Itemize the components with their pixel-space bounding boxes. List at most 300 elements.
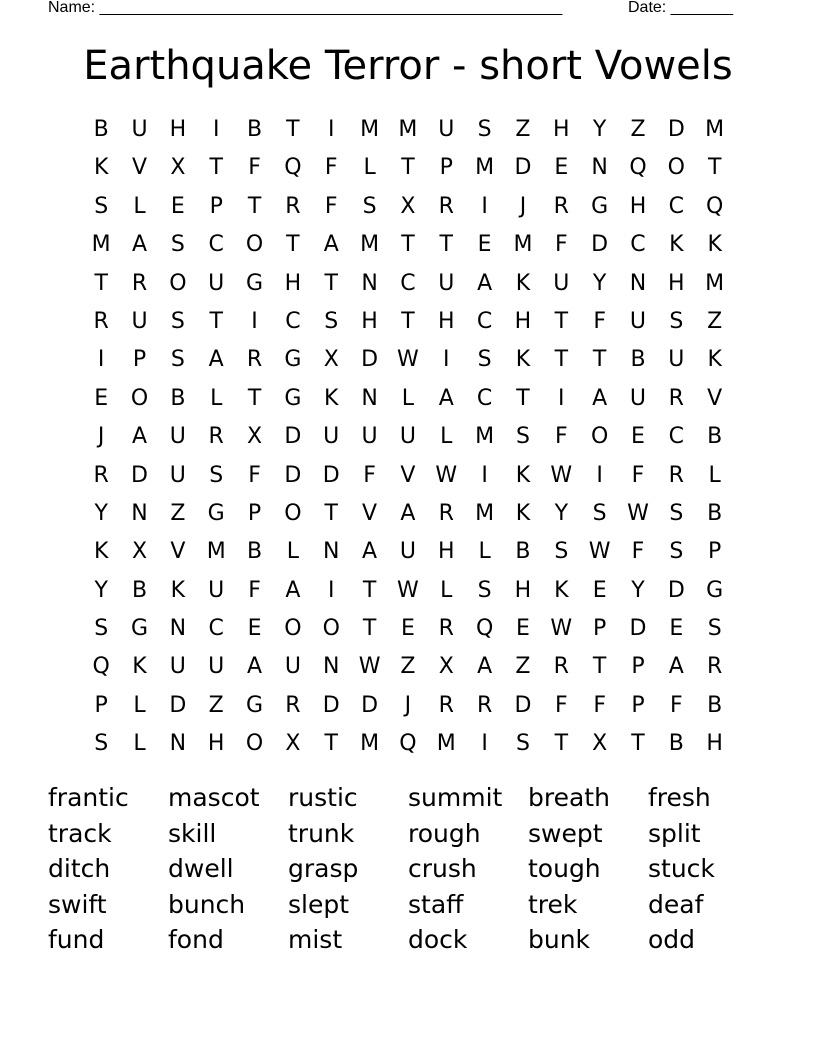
grid-letter: J bbox=[404, 692, 412, 718]
grid-letter: M bbox=[705, 270, 725, 296]
grid-letter: U bbox=[131, 308, 148, 334]
grid-letter: U bbox=[438, 117, 455, 142]
grid-letter: I bbox=[327, 117, 335, 142]
grid-letter: T bbox=[631, 731, 645, 757]
grid-letter: S bbox=[94, 731, 109, 757]
grid-letter: T bbox=[286, 232, 300, 258]
grid-letter: L bbox=[363, 155, 376, 181]
grid-letter: U bbox=[361, 424, 378, 450]
grid-letter: T bbox=[401, 232, 415, 258]
grid-letter: M bbox=[436, 731, 456, 757]
grid-letter: F bbox=[631, 462, 645, 488]
grid-letter: B bbox=[93, 117, 109, 142]
grid-letter: I bbox=[251, 308, 258, 334]
grid-letter: P bbox=[631, 692, 645, 718]
grid-letter: N bbox=[361, 270, 378, 296]
grid-letter: R bbox=[668, 462, 684, 488]
grid-letter: S bbox=[170, 347, 185, 373]
grid-letter: W bbox=[588, 539, 611, 565]
grid-letter: D bbox=[322, 462, 340, 488]
grid-letter: N bbox=[169, 731, 187, 757]
grid-letter: I bbox=[327, 577, 335, 603]
grid-letter: X bbox=[400, 193, 416, 219]
grid-letter: K bbox=[93, 539, 109, 565]
word-bank-item: bunch bbox=[168, 889, 246, 919]
word-bank-item: mascot bbox=[168, 783, 260, 812]
grid-letter: E bbox=[592, 577, 607, 603]
grid-letter: W bbox=[358, 654, 381, 680]
word-bank-item: ditch bbox=[48, 854, 111, 883]
grid-letter: L bbox=[440, 424, 453, 450]
grid-letter: L bbox=[133, 692, 146, 718]
grid-letter: N bbox=[629, 270, 647, 296]
grid-letter: T bbox=[247, 385, 262, 411]
grid-letter: H bbox=[437, 308, 455, 334]
grid-letter: T bbox=[324, 270, 338, 296]
grid-letter: V bbox=[131, 155, 148, 181]
word-bank bbox=[48, 780, 768, 958]
grid-letter: K bbox=[515, 500, 531, 526]
grid-row bbox=[82, 457, 734, 495]
grid-letter: S bbox=[477, 117, 492, 142]
word-bank-item: rough bbox=[408, 818, 481, 848]
grid-letter: R bbox=[438, 193, 454, 219]
grid-letter: B bbox=[170, 385, 186, 411]
grid-row bbox=[82, 380, 734, 418]
grid-row bbox=[82, 687, 734, 725]
grid-letter: G bbox=[591, 193, 609, 219]
grid-letter: E bbox=[516, 616, 530, 642]
grid-letter: G bbox=[284, 347, 302, 373]
grid-letter: I bbox=[481, 193, 488, 219]
grid-letter: R bbox=[553, 193, 569, 219]
grid-letter: E bbox=[170, 193, 185, 219]
grid-letter: S bbox=[94, 616, 109, 642]
word-bank-item: fund bbox=[48, 925, 105, 954]
grid-letter: Q bbox=[475, 616, 494, 642]
grid-letter: X bbox=[438, 654, 454, 680]
word-bank-item: dock bbox=[408, 925, 468, 954]
word-bank-item: trunk bbox=[288, 818, 355, 848]
grid-letter: G bbox=[130, 616, 149, 642]
grid-letter: K bbox=[93, 155, 109, 181]
grid-letter: U bbox=[208, 577, 225, 603]
grid-letter: S bbox=[707, 616, 722, 642]
grid-letter: X bbox=[592, 731, 608, 757]
grid-letter: Z bbox=[515, 117, 531, 142]
grid-letter: P bbox=[439, 155, 453, 181]
name-field-label: Name: ____________________________________________________ bbox=[48, 0, 563, 16]
grid-letter: B bbox=[630, 347, 646, 373]
grid-letter: F bbox=[363, 462, 376, 488]
grid-letter: P bbox=[209, 193, 223, 219]
grid-letter: Q bbox=[629, 155, 647, 181]
grid-letter: M bbox=[475, 500, 495, 526]
grid-letter: S bbox=[669, 500, 684, 526]
grid-letter: U bbox=[629, 385, 647, 411]
grid-letter: I bbox=[481, 731, 488, 757]
grid-letter: Z bbox=[515, 654, 531, 680]
grid-letter: R bbox=[285, 193, 301, 219]
grid-letter: S bbox=[515, 731, 530, 757]
grid-letter: W bbox=[550, 616, 573, 642]
grid-letter: L bbox=[133, 731, 146, 757]
grid-letter: M bbox=[91, 232, 111, 258]
grid-letter: T bbox=[592, 347, 607, 373]
grid-letter: T bbox=[554, 731, 569, 757]
grid-letter: N bbox=[323, 654, 340, 680]
grid-letter: R bbox=[246, 347, 263, 373]
grid-letter: H bbox=[284, 270, 302, 296]
grid-letter: N bbox=[169, 616, 187, 642]
grid-letter: O bbox=[667, 155, 685, 181]
grid-letter: H bbox=[514, 308, 532, 334]
grid-letter: U bbox=[323, 424, 340, 450]
grid-letter: I bbox=[596, 462, 603, 488]
word-bank-item: split bbox=[648, 818, 701, 848]
grid-letter: A bbox=[362, 539, 378, 565]
letter-grid bbox=[82, 111, 734, 764]
grid-letter: T bbox=[439, 232, 453, 258]
word-bank-item: crush bbox=[408, 854, 477, 883]
grid-letter: F bbox=[631, 539, 645, 565]
grid-letter: D bbox=[629, 616, 647, 642]
grid-letter: E bbox=[631, 424, 645, 450]
grid-letter: H bbox=[437, 539, 455, 565]
grid-letter: I bbox=[558, 385, 565, 411]
grid-letter: O bbox=[322, 616, 340, 642]
grid-letter: L bbox=[286, 539, 300, 565]
grid-letter: O bbox=[590, 424, 609, 450]
grid-letter: P bbox=[593, 616, 607, 642]
grid-letter: N bbox=[323, 539, 340, 565]
grid-letter: D bbox=[131, 462, 148, 488]
grid-letter: Q bbox=[399, 731, 417, 757]
grid-letter: D bbox=[361, 692, 379, 718]
grid-letter: P bbox=[132, 347, 147, 373]
grid-row bbox=[82, 188, 734, 226]
word-bank-item: deaf bbox=[648, 889, 704, 919]
grid-letter: I bbox=[443, 347, 450, 373]
grid-letter: S bbox=[669, 308, 684, 334]
grid-letter: H bbox=[668, 270, 685, 296]
grid-letter: P bbox=[94, 692, 108, 718]
grid-letter: J bbox=[519, 193, 527, 219]
grid-letter: S bbox=[477, 577, 492, 603]
grid-letter: E bbox=[400, 616, 415, 642]
grid-letter: U bbox=[399, 424, 416, 450]
grid-letter: Y bbox=[592, 270, 607, 296]
grid-letter: R bbox=[438, 500, 454, 526]
grid-row bbox=[82, 226, 734, 264]
grid-letter: G bbox=[207, 500, 225, 526]
grid-letter: T bbox=[286, 117, 300, 142]
grid-letter: J bbox=[97, 424, 105, 450]
grid-letter: S bbox=[324, 308, 339, 334]
grid-letter: L bbox=[210, 385, 223, 411]
grid-letter: D bbox=[361, 347, 379, 373]
grid-letter: U bbox=[553, 270, 570, 296]
word-bank-item: bunk bbox=[528, 925, 591, 954]
word-bank-item: breath bbox=[528, 783, 610, 812]
grid-letter: E bbox=[247, 616, 262, 642]
grid-letter: C bbox=[208, 232, 224, 258]
grid-letter: G bbox=[246, 692, 264, 718]
grid-letter: F bbox=[554, 424, 568, 450]
grid-letter: C bbox=[668, 424, 685, 450]
grid-letter: S bbox=[554, 539, 569, 565]
grid-letter: F bbox=[324, 155, 338, 181]
grid-letter: M bbox=[475, 155, 495, 181]
date-field-label: Date: _______ bbox=[628, 0, 733, 16]
grid-letter: G bbox=[706, 577, 724, 603]
grid-letter: U bbox=[208, 654, 225, 680]
grid-letter: V bbox=[707, 385, 723, 411]
grid-letter: V bbox=[362, 500, 378, 526]
grid-row bbox=[82, 303, 734, 341]
grid-letter: D bbox=[514, 155, 532, 181]
grid-letter: R bbox=[93, 308, 109, 334]
grid-letter: A bbox=[131, 424, 148, 450]
grid-letter: Z bbox=[400, 654, 416, 680]
grid-letter: S bbox=[170, 308, 185, 334]
grid-letter: K bbox=[132, 654, 147, 680]
grid-letter: C bbox=[476, 308, 493, 334]
grid-letter: A bbox=[477, 654, 493, 680]
grid-letter: D bbox=[322, 692, 340, 718]
grid-row bbox=[82, 149, 734, 187]
grid-letter: K bbox=[707, 232, 722, 258]
grid-letter: X bbox=[247, 424, 263, 450]
grid-letter: U bbox=[169, 462, 186, 488]
grid-letter: D bbox=[667, 117, 685, 142]
grid-letter: E bbox=[669, 616, 684, 642]
grid-letter: O bbox=[284, 500, 302, 526]
grid-letter: K bbox=[515, 270, 531, 296]
grid-letter: M bbox=[360, 731, 380, 757]
grid-letter: F bbox=[248, 577, 261, 603]
grid-letter: R bbox=[438, 616, 454, 642]
grid-letter: Z bbox=[208, 692, 224, 718]
grid-letter: N bbox=[591, 155, 608, 181]
grid-letter: F bbox=[248, 462, 261, 488]
grid-letter: H bbox=[706, 731, 723, 757]
grid-letter: D bbox=[284, 424, 302, 450]
grid-letter: A bbox=[131, 232, 148, 258]
grid-letter: H bbox=[361, 308, 378, 334]
word-bank-item: summit bbox=[408, 783, 503, 812]
grid-letter: C bbox=[476, 385, 493, 411]
grid-letter: S bbox=[669, 539, 684, 565]
grid-letter: M bbox=[475, 424, 495, 450]
grid-letter: S bbox=[170, 232, 185, 258]
grid-letter: B bbox=[707, 692, 723, 718]
grid-letter: M bbox=[360, 232, 380, 258]
grid-letter: I bbox=[481, 462, 488, 488]
grid-letter: H bbox=[514, 577, 532, 603]
grid-row bbox=[82, 725, 734, 763]
grid-letter: A bbox=[592, 385, 608, 411]
grid-letter: S bbox=[477, 347, 492, 373]
grid-letter: M bbox=[398, 117, 418, 142]
word-bank-item: rustic bbox=[288, 783, 358, 812]
word-bank-item: trek bbox=[528, 889, 578, 919]
grid-letter: U bbox=[438, 270, 455, 296]
grid-row bbox=[82, 648, 734, 686]
grid-row bbox=[82, 572, 734, 610]
grid-letter: O bbox=[245, 232, 264, 258]
grid-letter: T bbox=[401, 308, 415, 334]
grid-letter: Q bbox=[284, 155, 302, 181]
grid-letter: T bbox=[362, 577, 377, 603]
grid-letter: A bbox=[323, 232, 339, 258]
grid-row bbox=[82, 495, 734, 533]
grid-letter: C bbox=[630, 232, 646, 258]
grid-letter: C bbox=[285, 308, 301, 334]
grid-letter: K bbox=[515, 462, 531, 488]
grid-letter: Y bbox=[592, 117, 607, 142]
grid-letter: R bbox=[553, 654, 569, 680]
grid-letter: R bbox=[476, 692, 493, 718]
grid-letter: Q bbox=[706, 193, 724, 219]
grid-letter: M bbox=[206, 539, 226, 565]
grid-letter: T bbox=[209, 308, 223, 334]
grid-letter: B bbox=[668, 731, 684, 757]
grid-letter: Y bbox=[554, 500, 569, 526]
grid-letter: T bbox=[592, 654, 607, 680]
grid-letter: X bbox=[131, 539, 148, 565]
grid-letter: B bbox=[131, 577, 148, 603]
grid-row bbox=[82, 341, 734, 379]
grid-letter: P bbox=[708, 539, 722, 565]
grid-letter: L bbox=[478, 539, 491, 565]
word-bank-item: mist bbox=[288, 925, 343, 954]
grid-letter: L bbox=[708, 462, 721, 488]
grid-letter: H bbox=[169, 117, 187, 142]
grid-letter: B bbox=[247, 539, 263, 565]
grid-letter: U bbox=[668, 347, 685, 373]
grid-letter: T bbox=[209, 155, 223, 181]
grid-letter: R bbox=[668, 385, 684, 411]
grid-letter: R bbox=[131, 270, 148, 296]
grid-letter: G bbox=[246, 270, 264, 296]
page-title: Earthquake Terror - short Vowels bbox=[83, 43, 733, 89]
grid-letter: K bbox=[554, 577, 569, 603]
grid-row bbox=[82, 111, 734, 149]
grid-letter: W bbox=[397, 577, 419, 603]
word-bank-item: swept bbox=[528, 818, 603, 848]
grid-letter: O bbox=[130, 385, 149, 411]
grid-letter: P bbox=[247, 500, 262, 526]
grid-letter: R bbox=[208, 424, 224, 450]
grid-letter: R bbox=[707, 654, 723, 680]
grid-letter: O bbox=[169, 270, 187, 296]
grid-letter: A bbox=[400, 500, 416, 526]
grid-letter: W bbox=[435, 462, 458, 488]
grid-letter: S bbox=[94, 193, 109, 219]
grid-letter: Z bbox=[630, 117, 646, 142]
grid-letter: W bbox=[627, 500, 649, 526]
grid-letter: Y bbox=[94, 577, 108, 603]
grid-letter: H bbox=[553, 117, 570, 142]
grid-letter: T bbox=[324, 731, 338, 757]
grid-letter: T bbox=[554, 347, 569, 373]
grid-row bbox=[82, 533, 734, 571]
grid-letter: M bbox=[360, 117, 380, 142]
grid-letter: I bbox=[97, 347, 105, 373]
grid-letter: D bbox=[284, 462, 302, 488]
grid-letter: A bbox=[668, 654, 684, 680]
grid-letter: M bbox=[705, 117, 725, 142]
word-bank-item: dwell bbox=[168, 854, 234, 883]
word-bank-item: odd bbox=[648, 925, 696, 954]
grid-letter: X bbox=[285, 731, 301, 757]
grid-letter: U bbox=[629, 308, 647, 334]
grid-letter: I bbox=[212, 117, 220, 142]
grid-letter: K bbox=[515, 347, 531, 373]
grid-letter: E bbox=[94, 385, 109, 411]
word-bank-item: fresh bbox=[648, 783, 711, 812]
grid-letter: L bbox=[440, 577, 453, 603]
grid-letter: G bbox=[284, 385, 302, 411]
grid-letter: H bbox=[629, 193, 647, 219]
grid-letter: V bbox=[400, 462, 416, 488]
grid-letter: K bbox=[324, 385, 339, 411]
grid-letter: S bbox=[362, 193, 377, 219]
grid-letter: X bbox=[170, 155, 186, 181]
word-bank-item: fond bbox=[168, 925, 224, 954]
grid-letter: L bbox=[133, 193, 146, 219]
grid-letter: H bbox=[207, 731, 225, 757]
grid-letter: A bbox=[208, 347, 224, 373]
grid-letter: U bbox=[284, 654, 301, 680]
grid-letter: Z bbox=[170, 500, 186, 526]
grid-letter: F bbox=[593, 692, 606, 718]
grid-letter: D bbox=[169, 692, 187, 718]
grid-letter: K bbox=[707, 347, 722, 373]
grid-letter: F bbox=[248, 155, 261, 181]
grid-letter: U bbox=[208, 270, 225, 296]
grid-letter: T bbox=[707, 155, 722, 181]
grid-letter: U bbox=[131, 117, 148, 142]
grid-letter: B bbox=[707, 500, 723, 526]
grid-letter: C bbox=[668, 193, 685, 219]
word-bank-item: slept bbox=[288, 889, 350, 919]
grid-letter: F bbox=[324, 193, 338, 219]
grid-letter: Y bbox=[631, 577, 645, 603]
grid-letter: K bbox=[170, 577, 186, 603]
grid-letter: Q bbox=[92, 654, 110, 680]
word-bank-item: skill bbox=[168, 818, 217, 848]
grid-letter: U bbox=[169, 654, 186, 680]
grid-letter: N bbox=[361, 385, 378, 411]
grid-row bbox=[82, 265, 734, 303]
grid-letter: D bbox=[667, 577, 685, 603]
grid-letter: S bbox=[209, 462, 224, 488]
grid-letter: F bbox=[670, 692, 683, 718]
grid-letter: T bbox=[554, 308, 569, 334]
grid-letter: O bbox=[284, 616, 302, 642]
grid-letter: E bbox=[554, 155, 569, 181]
grid-letter: T bbox=[324, 500, 338, 526]
grid-letter: B bbox=[707, 424, 723, 450]
grid-letter: E bbox=[477, 232, 492, 258]
grid-letter: C bbox=[208, 616, 224, 642]
word-bank-item: stuck bbox=[648, 854, 715, 883]
grid-letter: A bbox=[477, 270, 493, 296]
word-bank-item: staff bbox=[408, 889, 464, 919]
grid-letter: P bbox=[631, 654, 645, 680]
